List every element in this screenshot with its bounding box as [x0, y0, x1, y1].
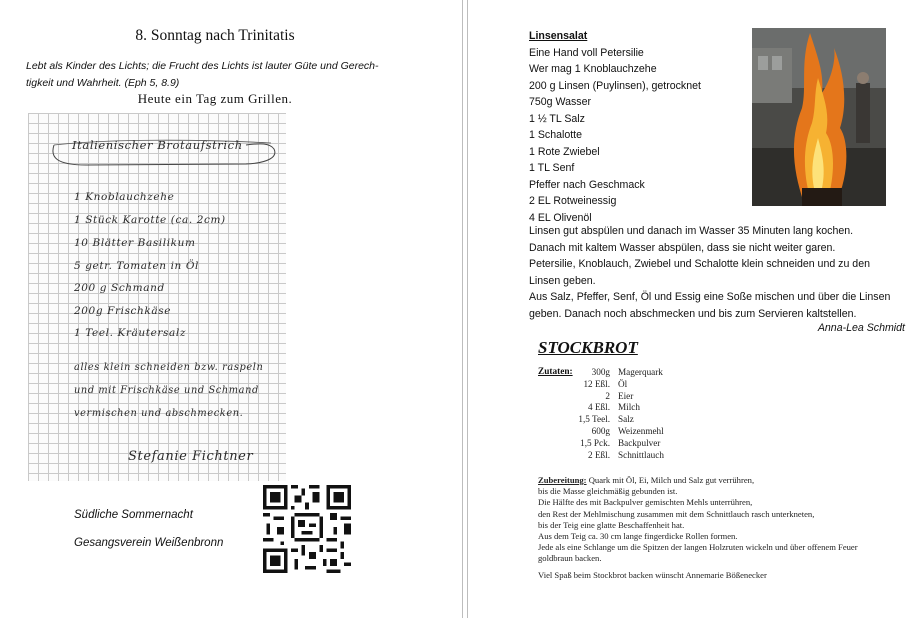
ingredient-line: 1 Schalotte	[529, 129, 583, 141]
ingredient-name: Eier	[618, 390, 634, 401]
campfire-photo	[752, 28, 886, 206]
recipe-title-linsensalat: Linsensalat	[529, 30, 588, 42]
hw-ingredient: 200 g Schmand	[74, 282, 165, 294]
zubereitung-line: bis der Teig eine glatte Beschaffenheit hat.	[538, 519, 685, 530]
stockbrot-quantities	[548, 367, 610, 461]
handwritten-recipe-card	[28, 113, 286, 481]
zubereitung-first-text: Quark mit Öl, Ei, Milch und Salz gut verrühren,	[586, 475, 755, 485]
ingredient-name: Magerquark	[618, 367, 663, 377]
verse-line-1: Lebt als Kinder des Lichts; die Frucht des Lichts ist lauter Güte und Gerech-	[26, 60, 379, 72]
qty: 2 Eßl.	[588, 449, 610, 460]
handwritten-title: Italienischer Brotaufstrich	[72, 138, 243, 152]
page-title: 8. Sonntag nach Trinitatis	[135, 27, 295, 44]
hw-ingredient: 1 Stück Karotte (ca. 2cm)	[74, 214, 226, 226]
ingredient-line: Wer mag 1 Knoblauchzehe	[529, 63, 657, 75]
footer-song-title: Südliche Sommernacht	[74, 509, 193, 521]
instruction-line: Linsen geben.	[529, 274, 596, 287]
qty: 300g	[591, 367, 610, 377]
instruction-line: Linsen gut abspülen und danach im Wasser 35 Minuten lang kochen.	[529, 225, 854, 237]
hw-ingredient: 10 Blätter Basilikum	[74, 237, 196, 249]
ingredient-line: 1 ½ TL Salz	[529, 112, 585, 125]
qty: 1,5 Teel.	[578, 414, 610, 425]
hw-instruction: vermischen und abschmecken.	[74, 408, 244, 419]
hw-ingredient: 5 getr. Tomaten in Öl	[74, 260, 199, 272]
instruction-line: Aus Salz, Pfeffer, Senf, Öl und Essig eine Soße mischen und über die Linsen	[529, 291, 891, 303]
hw-signature: Stefanie Fichtner	[128, 449, 254, 464]
verse-line-2: tigkeit und Wahrheit. (Eph 5, 8.9)	[26, 76, 180, 89]
ingredient-name: Öl	[618, 378, 628, 389]
stockbrot-ingredient-names	[618, 367, 664, 461]
zubereitung-first-line	[538, 475, 898, 486]
hw-ingredient: 1 Teel. Kräutersalz	[74, 327, 186, 339]
footer-choir-name: Gesangsverein Weißenbronn	[74, 537, 224, 549]
qty: 4 Eßl.	[588, 402, 610, 413]
campfire-image	[752, 28, 886, 206]
ingredient-name: Salz	[618, 414, 634, 425]
zubereitung-line: den Rest der Mehlmischung zusammen mit dem Schnittlauch rasch unterkneten,	[538, 508, 815, 519]
instruction-line: Danach mit kaltem Wasser abspülen, dass sie nicht weiter garen.	[529, 241, 836, 254]
instruction-line: Petersilie, Knoblauch, Zwiebel und Schalotte klein schneiden und zu den	[529, 258, 870, 270]
qty: 600g	[591, 425, 610, 436]
zubereitung-block	[538, 475, 898, 565]
ingredient-name: Milch	[618, 402, 640, 413]
zubereitung-line: Jede als eine Schlange um die Spitzen der langen Holzruten wickeln und über offenem Feuer	[538, 542, 858, 553]
zubereitung-line: bis die Masse gleichmäßig gebunden ist.	[538, 486, 678, 497]
hw-ingredient: 200g Frischkäse	[74, 305, 172, 317]
hw-ingredient: 1 Knoblauchzehe	[74, 191, 175, 203]
qty: 2	[605, 390, 610, 401]
ingredient-name: Backpulver	[618, 437, 661, 448]
ingredient-name: Schnittlauch	[618, 449, 664, 460]
ingredient-line: 1 TL Senf	[529, 162, 575, 174]
bible-verse	[26, 58, 426, 91]
ingredient-line: 1 Rote Zwiebel	[529, 145, 600, 158]
ingredient-line: 200 g Linsen (Puylinsen), getrocknet	[529, 79, 701, 92]
page-divider-right	[467, 0, 468, 618]
ingredient-line: Eine Hand voll Petersilie	[529, 46, 644, 59]
recipe-author: Anna-Lea Schmidt	[817, 322, 905, 334]
hw-instruction: und mit Frischkäse und Schmand	[74, 385, 259, 396]
zutaten-label: Zutaten:	[538, 367, 573, 377]
ingredient-name: Weizenmehl	[618, 425, 664, 436]
zubereitung-line: goldbraun backen.	[538, 553, 602, 564]
ingredient-line: 4 EL Olivenöl	[529, 211, 592, 224]
qty: 12 Eßl.	[583, 378, 610, 389]
zubereitung-label: Zubereitung:	[538, 475, 587, 485]
linsensalat-instructions	[529, 223, 899, 322]
ingredient-line: 750g Wasser	[529, 96, 592, 108]
ingredient-line: Pfeffer nach Geschmack	[529, 178, 645, 191]
qr-code-icon[interactable]	[263, 485, 351, 573]
hw-instruction: alles klein schneiden bzw. raspeln	[74, 362, 264, 373]
stockbrot-closing: Viel Spaß beim Stockbrot backen wünscht Annemarie Bößenecker	[538, 570, 767, 580]
zubereitung-line: Aus dem Teig ca. 30 cm lange fingerdicke Rollen formen.	[538, 531, 738, 542]
zubereitung-line: Die Hälfte des mit Backpulver gemischten Mehls unterrühren,	[538, 497, 753, 508]
qty: 1,5 Pck.	[580, 437, 610, 448]
grill-heading: Heute ein Tag zum Grillen.	[137, 91, 293, 106]
ingredient-line: 2 EL Rotweinessig	[529, 195, 617, 207]
stockbrot-title: STOCKBROT	[538, 338, 638, 357]
instruction-line: geben. Danach noch abschmecken und bis zum Servieren kaltstellen.	[529, 307, 857, 320]
page-divider-left	[462, 0, 463, 618]
